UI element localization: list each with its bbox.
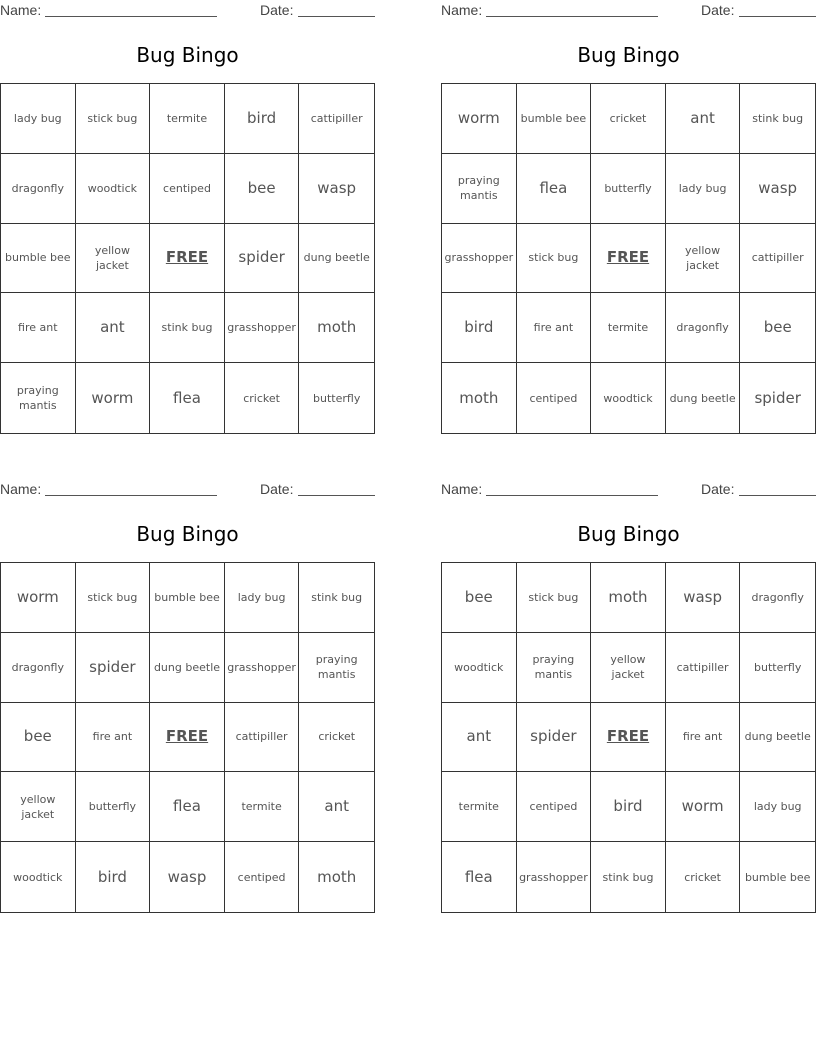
bingo-cell: bird [442,293,517,363]
bingo-cell: bee [442,563,517,633]
bingo-cell: centiped [517,772,592,842]
bingo-cell: wasp [740,154,815,224]
bingo-cell: woodtick [591,363,666,433]
bingo-cell: ant [666,84,741,154]
bingo-cell: lady bug [1,84,76,154]
bingo-cell: cricket [299,703,374,773]
bingo-cell: cattipiller [740,224,815,294]
bingo-cell: grasshopper [442,224,517,294]
bingo-cell: lady bug [666,154,741,224]
name-label: Name: [441,481,483,497]
name-date-line [441,481,816,499]
bingo-card [441,0,816,433]
bingo-card [0,0,375,433]
free-space-cell: FREE [150,224,225,294]
bingo-cell: praying mantis [299,633,374,703]
date-label: Date: [260,481,294,497]
name-date-line [0,481,375,499]
bingo-cell: lady bug [225,563,300,633]
bingo-cell: stick bug [76,84,151,154]
bingo-cell: bird [76,842,151,912]
date-blank [298,495,375,496]
bingo-cell: moth [442,363,517,433]
bingo-cell: woodtick [76,154,151,224]
name-blank [45,495,217,496]
bingo-cell: butterfly [591,154,666,224]
bingo-cell: praying mantis [517,633,592,703]
bingo-cell: butterfly [740,633,815,703]
bingo-cell: bee [225,154,300,224]
bingo-cell: bird [225,84,300,154]
bingo-cell: stick bug [517,224,592,294]
name-date-line [0,2,375,20]
bingo-cell: butterfly [76,772,151,842]
card-title: Bug Bingo [136,522,239,546]
bingo-card [0,479,375,912]
bingo-cell: termite [442,772,517,842]
bingo-card [441,479,816,912]
bingo-cell: stink bug [150,293,225,363]
bingo-cell: fire ant [666,703,741,773]
bingo-cell: dung beetle [150,633,225,703]
bingo-cell: flea [150,363,225,433]
bingo-cell: worm [666,772,741,842]
bingo-cell: dragonfly [1,633,76,703]
bingo-cell: butterfly [313,391,361,405]
bingo-cell: centiped [150,154,225,224]
bingo-cell: dragonfly [740,563,815,633]
card-title: Bug Bingo [577,522,680,546]
bingo-cell: grasshopper [225,633,300,703]
bingo-cell: flea [150,772,225,842]
bingo-cell: moth [299,293,374,363]
bingo-cell: moth [591,563,666,633]
bingo-cell: spider [225,224,300,294]
bingo-cell: grasshopper [517,842,592,912]
bingo-grid [441,562,816,913]
name-date-line [441,2,816,20]
name-blank [486,495,658,496]
bingo-cell: spider [754,388,801,407]
free-space-cell: FREE [150,703,225,773]
name-label: Name: [0,481,42,497]
name-blank [486,16,658,17]
bingo-grid [0,83,375,434]
bingo-cell: termite [591,293,666,363]
bingo-cell: bumble bee [1,224,76,294]
bingo-cell: termite [150,84,225,154]
bingo-cell: fire ant [76,703,151,773]
bingo-cell: stick bug [517,563,592,633]
bingo-cell: yellow jacket [591,633,666,703]
bingo-cell: praying mantis [442,154,517,224]
bingo-cell: centiped [517,363,592,433]
bingo-cell: cattipiller [666,633,741,703]
bingo-cell: centiped [225,842,300,912]
bingo-cell: bumble bee [744,870,811,884]
bingo-cell: wasp [666,563,741,633]
date-blank [739,495,816,496]
bingo-cell: cricket [666,842,741,912]
bingo-cell: worm [442,84,517,154]
bingo-cell: ant [442,703,517,773]
date-label: Date: [701,2,735,18]
card-title: Bug Bingo [577,43,680,67]
bingo-cell: dragonfly [666,293,741,363]
bingo-cell: yellow jacket [1,772,76,842]
bingo-cell: lady bug [740,772,815,842]
bingo-cell: bee [1,703,76,773]
bingo-cell: bumble bee [150,563,225,633]
bingo-cell: flea [442,842,517,912]
bingo-cell: praying mantis [1,363,76,433]
bingo-cell: stink bug [591,842,666,912]
bingo-cell: stink bug [299,563,374,633]
bingo-cell: bee [740,293,815,363]
free-space-cell: FREE [591,703,666,773]
bingo-cell: spider [76,633,151,703]
bingo-cell: cricket [591,84,666,154]
bingo-cell: bird [591,772,666,842]
bingo-cell: yellow jacket [76,224,151,294]
date-blank [739,16,816,17]
bingo-cell: cricket [225,363,300,433]
bingo-cell: woodtick [442,633,517,703]
bingo-cell: wasp [299,154,374,224]
bingo-grid [0,562,375,913]
date-label: Date: [701,481,735,497]
bingo-cell: fire ant [517,293,592,363]
bingo-cell: bumble bee [517,84,592,154]
bingo-cell: dung beetle [666,363,741,433]
bingo-cell: moth [317,867,357,886]
bingo-cell: yellow jacket [666,224,741,294]
bingo-cell: stick bug [76,563,151,633]
bingo-cell: woodtick [1,842,76,912]
bingo-cell: dung beetle [299,224,374,294]
bingo-cell: grasshopper [225,293,300,363]
bingo-cell: spider [517,703,592,773]
card-title: Bug Bingo [136,43,239,67]
name-label: Name: [441,2,483,18]
bingo-cell: dragonfly [1,154,76,224]
date-label: Date: [260,2,294,18]
date-blank [298,16,375,17]
bingo-cell: cattipiller [225,703,300,773]
bingo-cell: fire ant [1,293,76,363]
bingo-cell: ant [299,772,374,842]
bingo-cell: worm [76,363,151,433]
bingo-cell: stink bug [740,84,815,154]
bingo-cell: ant [76,293,151,363]
bingo-grid [441,83,816,434]
bingo-cell: termite [225,772,300,842]
name-label: Name: [0,2,42,18]
name-blank [45,16,217,17]
free-space-cell: FREE [591,224,666,294]
bingo-cell: flea [517,154,592,224]
bingo-cell: worm [1,563,76,633]
bingo-cell: wasp [150,842,225,912]
bingo-cell: dung beetle [740,703,815,773]
bingo-cell: cattipiller [299,84,374,154]
